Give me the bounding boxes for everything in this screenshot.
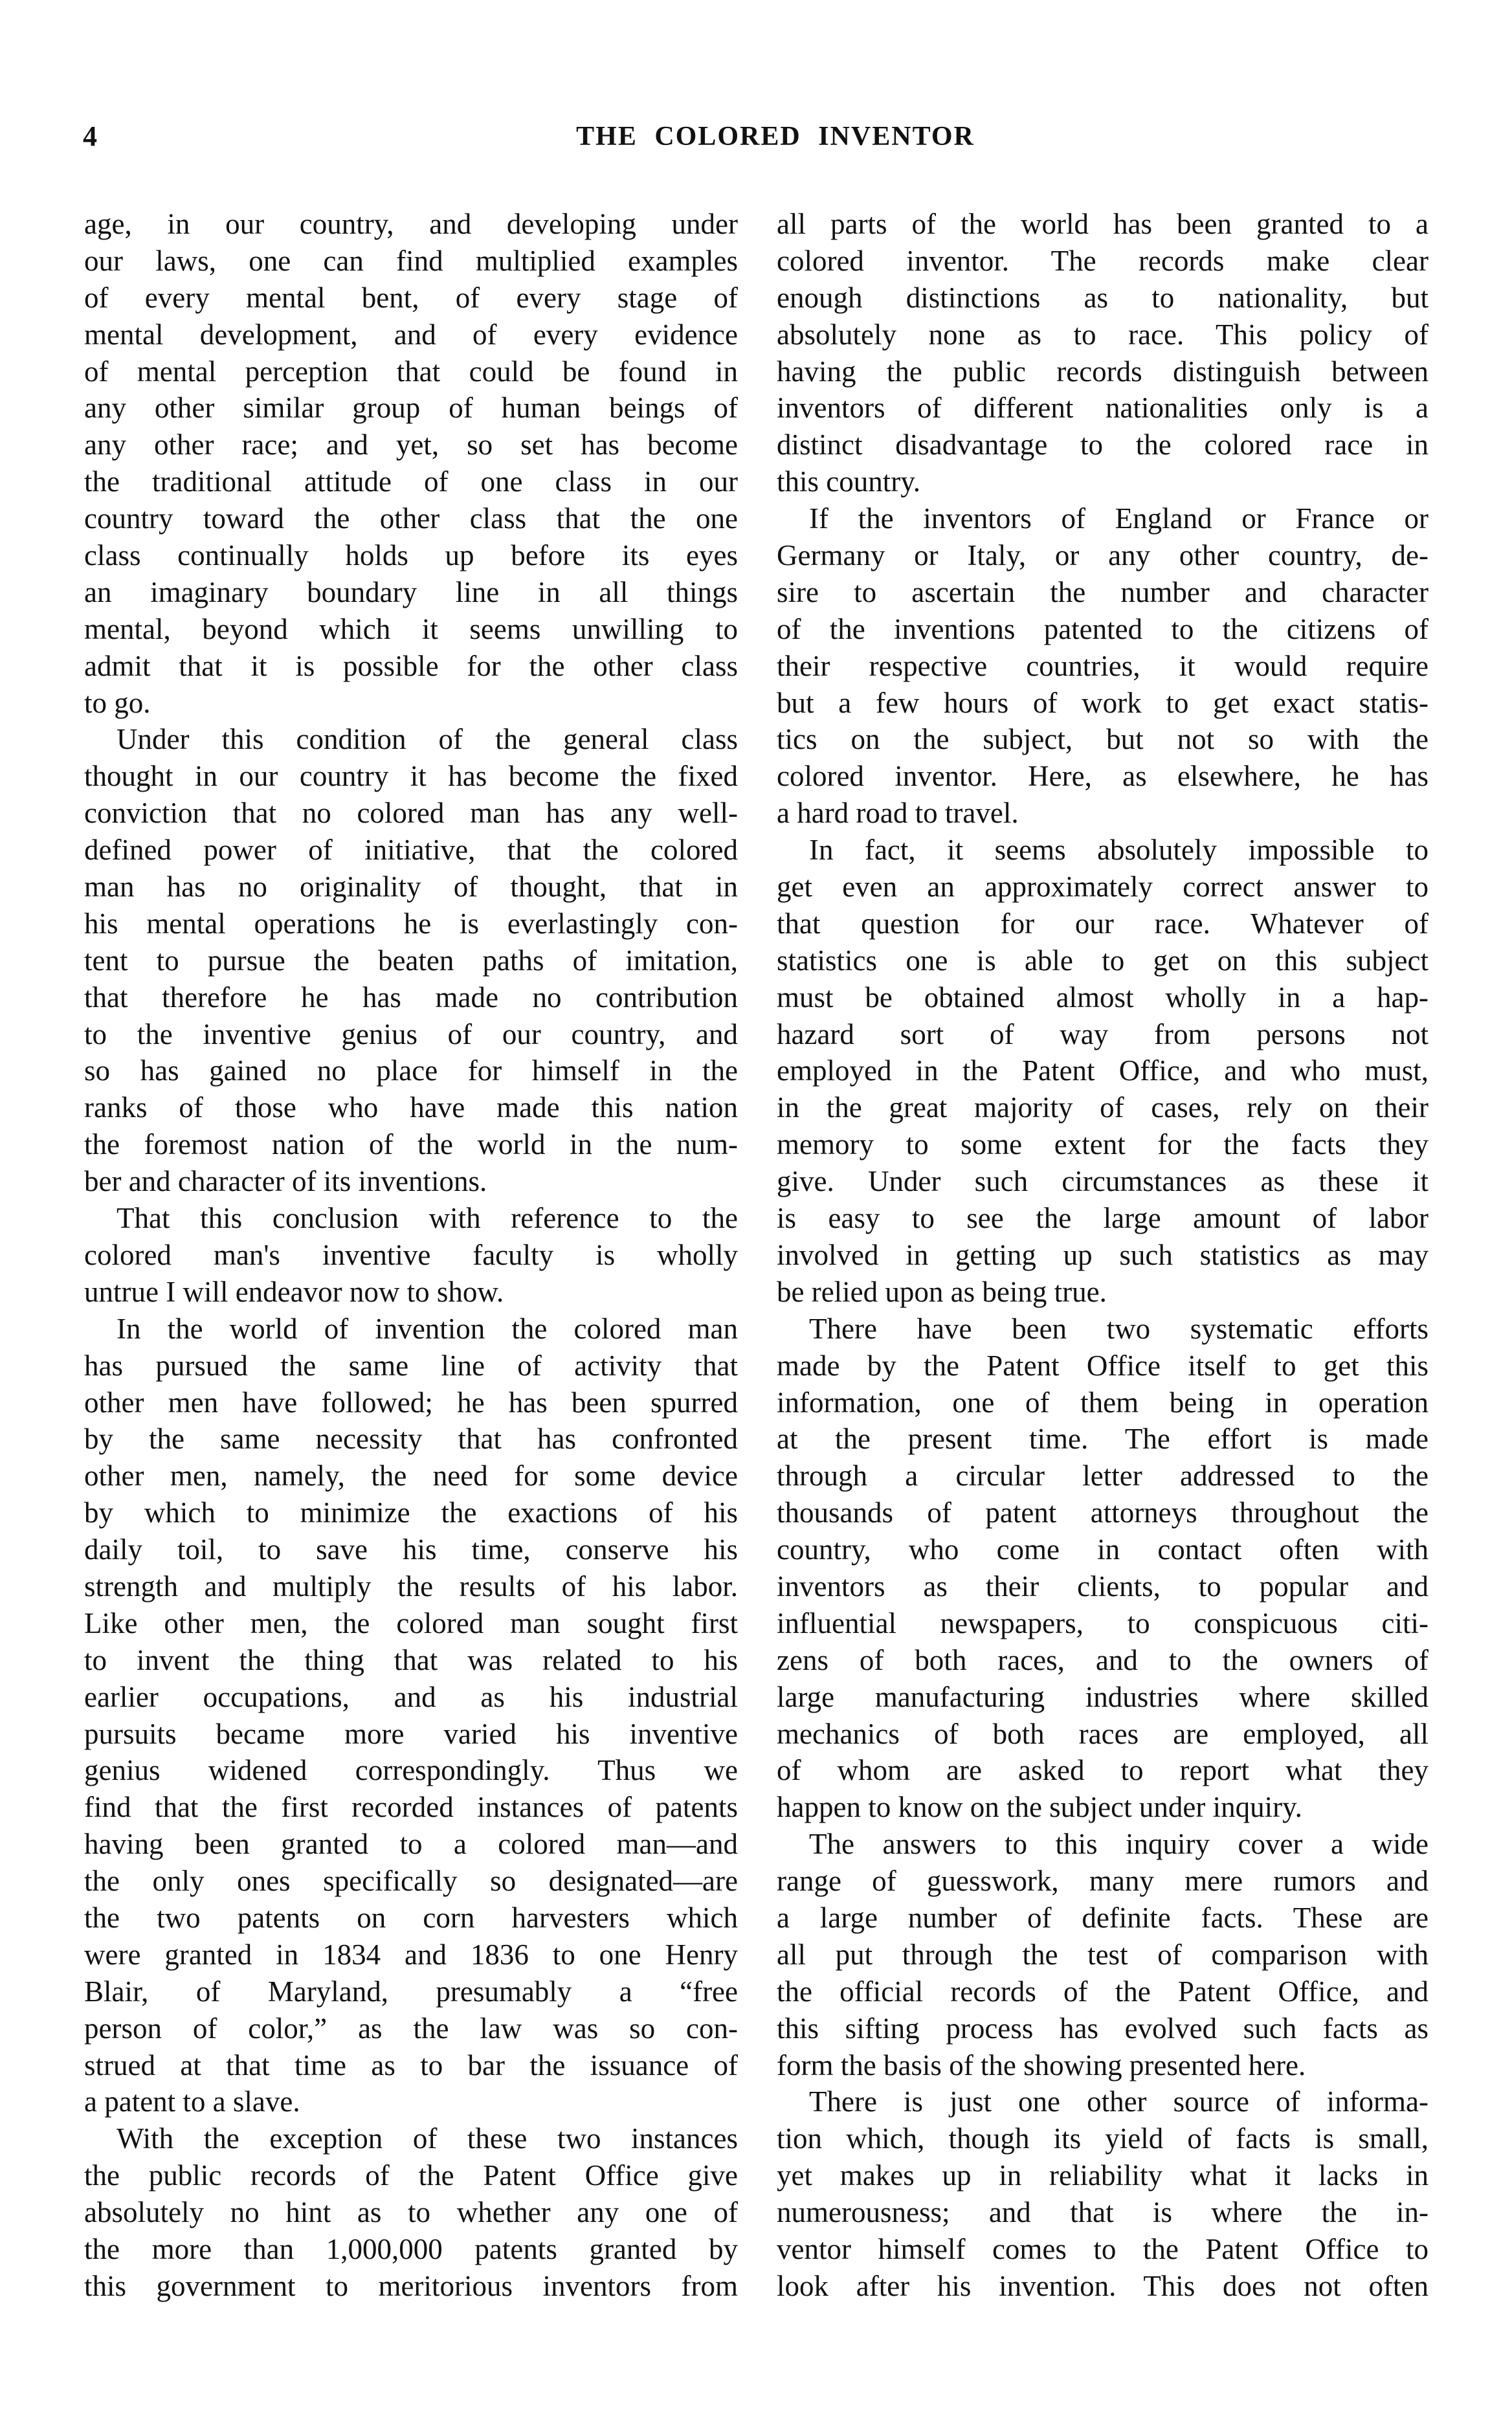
text-line: colored man's inventive faculty is wholly: [84, 1238, 738, 1271]
text-line: to the inventive genius of our country, and: [84, 1017, 738, 1050]
text-line: having been granted to a colored man—and: [84, 1828, 738, 1861]
text-line: his mental operations he is everlastingly con-: [84, 907, 738, 940]
text-line: tics on the subject, but not so with the: [777, 723, 1429, 756]
text-line: information, one of them being in operation: [777, 1386, 1429, 1419]
text-line: that question for our race. Whatever of: [777, 907, 1429, 940]
text-line: daily toil, to save his time, conserve his: [84, 1533, 738, 1566]
paragraph-start-line: In fact, it seems absolutely impossible to: [809, 834, 1429, 867]
text-line: strength and multiply the results of his labor.: [84, 1570, 738, 1603]
text-line: find that the first recorded instances of patents: [84, 1791, 738, 1824]
text-line: class continually holds up before its eyes: [84, 539, 738, 572]
text-line: inventors of different nationalities only is a: [777, 392, 1429, 425]
text-line: to go.: [84, 686, 151, 719]
text-line: yet makes up in reliability what it lacks in: [777, 2159, 1429, 2192]
text-line: of every mental bent, of every stage of: [84, 281, 738, 314]
text-line: of mental perception that could be found in: [84, 355, 738, 388]
text-line: untrue I will endeavor now to show.: [84, 1275, 504, 1308]
text-line: zens of both races, and to the owners of: [777, 1643, 1429, 1676]
text-line: tent to pursue the beaten paths of imitation,: [84, 944, 738, 977]
text-line: this sifting process has evolved such facts as: [777, 2012, 1429, 2045]
paragraph-start-line: Under this condition of the general class: [117, 723, 738, 756]
text-line: having the public records distinguish between: [777, 355, 1429, 388]
text-line: strued at that time as to bar the issuance of: [84, 2048, 738, 2081]
text-line: but a few hours of work to get exact statis-: [777, 686, 1429, 719]
text-line: inventors as their clients, to popular and: [777, 1570, 1429, 1603]
text-line: a large number of definite facts. These are: [777, 1901, 1429, 1934]
text-line: to invent the thing that was related to his: [84, 1643, 738, 1676]
text-line: through a circular letter addressed to the: [777, 1460, 1429, 1493]
text-line: the traditional attitude of one class in our: [84, 465, 738, 498]
text-line: large manufacturing industries where skilled: [777, 1680, 1429, 1713]
text-line: at the present time. The effort is made: [777, 1423, 1429, 1456]
text-line: by the same necessity that has confronted: [84, 1423, 738, 1456]
text-line: must be obtained almost wholly in a hap-: [777, 981, 1429, 1014]
text-line: the public records of the Patent Office give: [84, 2159, 738, 2192]
text-line: our laws, one can find multiplied examples: [84, 244, 738, 277]
text-line: a patent to a slave.: [84, 2085, 300, 2118]
text-line: mechanics of both races are employed, all: [777, 1717, 1429, 1750]
text-line: get even an approximately correct answer to: [777, 871, 1429, 904]
text-line: give. Under such circumstances as these it: [777, 1165, 1429, 1198]
text-line: other men, namely, the need for some device: [84, 1460, 738, 1493]
text-line: influential newspapers, to conspicuous citi-: [777, 1606, 1429, 1639]
running-header-title: THE COLORED INVENTOR: [576, 122, 975, 151]
text-line: admit that it is possible for the other class: [84, 649, 738, 682]
text-line: range of guesswork, many mere rumors and: [777, 1865, 1429, 1898]
text-line: sire to ascertain the number and character: [777, 575, 1429, 608]
text-line: look after his invention. This does not often: [777, 2269, 1429, 2302]
text-line: mental, beyond which it seems unwilling to: [84, 612, 738, 645]
text-line: thousands of patent attorneys throughout the: [777, 1496, 1429, 1529]
page-number: 4: [83, 120, 97, 152]
text-line: happen to know on the subject under inquiry.: [777, 1791, 1302, 1824]
right-text-column: [777, 206, 1429, 2305]
text-line: the two patents on corn harvesters which: [84, 1901, 738, 1934]
paragraph-start-line: That this conclusion with reference to the: [117, 1202, 738, 1235]
text-line: involved in getting up such statistics as may: [777, 1238, 1429, 1271]
text-line: man has no originality of thought, that in: [84, 871, 738, 904]
text-line: form the basis of the showing presented here.: [777, 2048, 1306, 2081]
paragraph-start-line: In the world of invention the colored man: [117, 1312, 738, 1345]
text-line: ranks of those who have made this nation: [84, 1091, 738, 1124]
text-line: absolutely no hint as to whether any one of: [84, 2196, 738, 2229]
text-line: absolutely none as to race. This policy of: [777, 318, 1429, 351]
text-line: ber and character of its inventions.: [84, 1165, 487, 1198]
paragraph-start-line: If the inventors of England or France or: [809, 502, 1429, 535]
text-line: numerousness; and that is where the in-: [777, 2196, 1429, 2229]
text-line: thought in our country it has become the fixed: [84, 760, 738, 793]
text-line: any other race; and yet, so set has become: [84, 428, 738, 461]
text-line: that therefore he has made no contribution: [84, 981, 738, 1014]
text-line: their respective countries, it would require: [777, 649, 1429, 682]
text-line: the official records of the Patent Office, and: [777, 1975, 1429, 2008]
text-line: the more than 1,000,000 patents granted by: [84, 2232, 738, 2265]
text-line: has pursued the same line of activity that: [84, 1349, 738, 1382]
paragraph-start-line: The answers to this inquiry cover a wide: [809, 1828, 1429, 1861]
text-line: of the inventions patented to the citizens of: [777, 612, 1429, 645]
text-line: enough distinctions as to nationality, but: [777, 281, 1429, 314]
text-line: of whom are asked to report what they: [777, 1754, 1429, 1787]
text-line: in the great majority of cases, rely on their: [777, 1091, 1429, 1124]
text-line: age, in our country, and developing under: [84, 208, 738, 240]
text-line: Germany or Italy, or any other country, de-: [777, 539, 1429, 572]
paragraph-start-line: There is just one other source of informa-: [809, 2085, 1429, 2118]
text-line: Like other men, the colored man sought first: [84, 1606, 738, 1639]
text-line: so has gained no place for himself in the: [84, 1054, 738, 1087]
paragraph-start-line: With the exception of these two instances: [117, 2122, 738, 2155]
paragraph-start-line: There have been two systematic efforts: [809, 1312, 1429, 1345]
text-line: colored inventor. The records make clear: [777, 244, 1429, 277]
text-line: the only ones specifically so designated—are: [84, 1865, 738, 1898]
text-line: all put through the test of comparison with: [777, 1938, 1429, 1971]
text-line: statistics one is able to get on this subject: [777, 944, 1429, 977]
text-line: an imaginary boundary line in all things: [84, 575, 738, 608]
text-line: made by the Patent Office itself to get this: [777, 1349, 1429, 1382]
text-line: a hard road to travel.: [777, 797, 1019, 830]
text-line: all parts of the world has been granted to a: [777, 208, 1429, 240]
text-line: country toward the other class that the one: [84, 502, 738, 535]
text-line: conviction that no colored man has any well-: [84, 797, 738, 830]
text-line: the foremost nation of the world in the num-: [84, 1128, 738, 1161]
text-line: this government to meritorious inventors from: [84, 2269, 738, 2302]
text-line: person of color,” as the law was so con-: [84, 2012, 738, 2045]
text-line: tion which, though its yield of facts is small,: [777, 2122, 1429, 2155]
text-line: be relied upon as being true.: [777, 1275, 1107, 1308]
text-line: is easy to see the large amount of labor: [777, 1202, 1429, 1235]
text-line: earlier occupations, and as his industrial: [84, 1680, 738, 1713]
text-line: any other similar group of human beings of: [84, 392, 738, 425]
text-line: colored inventor. Here, as elsewhere, he has: [777, 760, 1429, 793]
text-line: employed in the Patent Office, and who must,: [777, 1054, 1429, 1087]
left-text-column: [84, 206, 738, 2305]
text-line: other men have followed; he has been spurred: [84, 1386, 738, 1419]
text-line: ventor himself comes to the Patent Office to: [777, 2232, 1429, 2265]
text-line: mental development, and of every evidence: [84, 318, 738, 351]
text-line: Blair, of Maryland, presumably a “free: [84, 1975, 738, 2008]
text-line: this country.: [777, 465, 921, 498]
text-line: by which to minimize the exactions of his: [84, 1496, 738, 1529]
text-line: defined power of initiative, that the colored: [84, 834, 738, 867]
text-line: hazard sort of way from persons not: [777, 1017, 1429, 1050]
text-line: distinct disadvantage to the colored race in: [777, 428, 1429, 461]
text-line: country, who come in contact often with: [777, 1533, 1429, 1566]
text-line: memory to some extent for the facts they: [777, 1128, 1429, 1161]
text-line: pursuits became more varied his inventive: [84, 1717, 738, 1750]
text-line: were granted in 1834 and 1836 to one Henry: [84, 1938, 738, 1971]
text-line: genius widened correspondingly. Thus we: [84, 1754, 738, 1787]
